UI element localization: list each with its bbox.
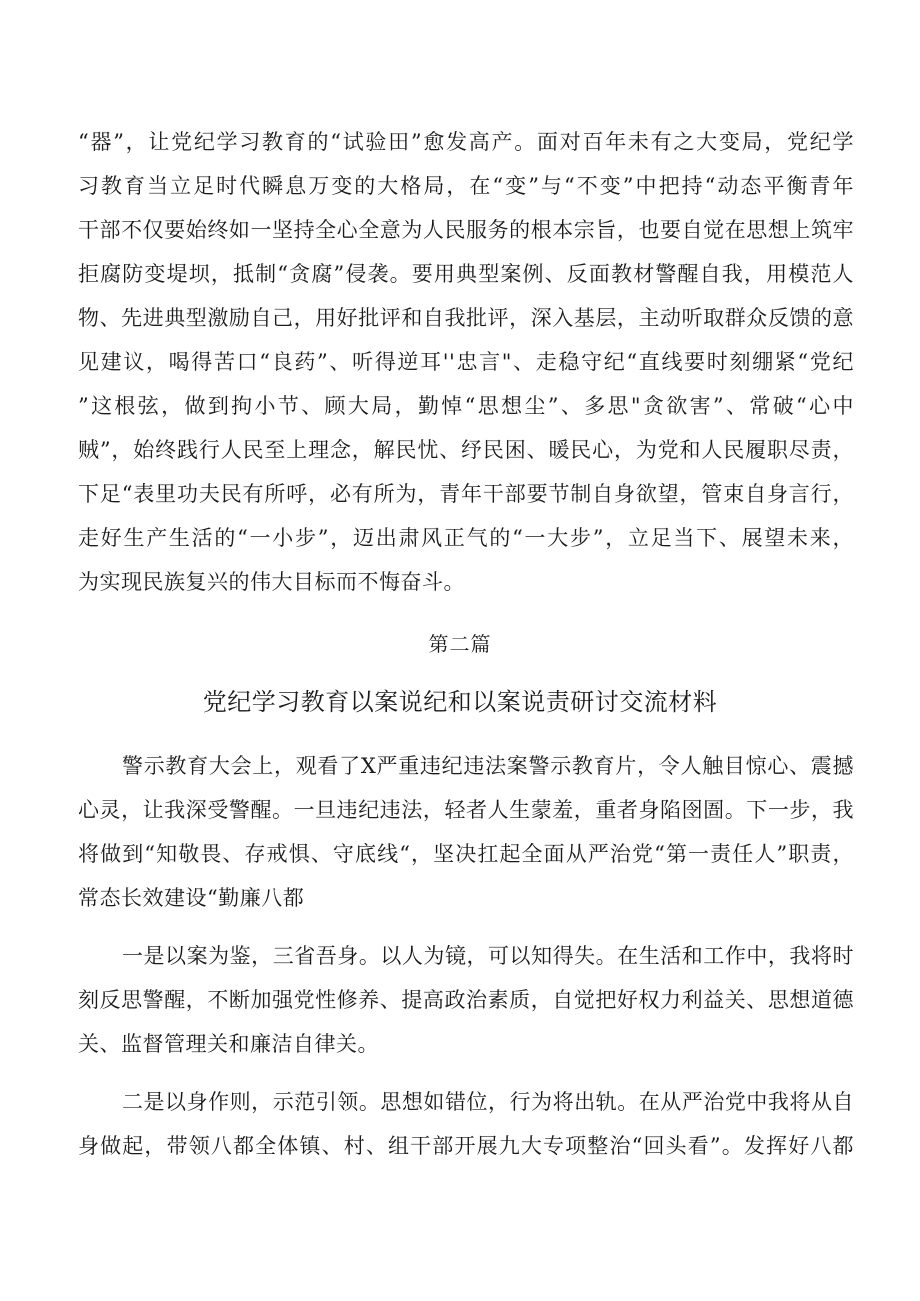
- paragraph-line: 常态长效建设“勤廉八都: [78, 886, 305, 910]
- paragraph-line: 习教育当立足时代瞬息万变的大格局，在“变”与“不变”中把持“动态平衡青年: [78, 174, 854, 198]
- paragraph-line: 警示教育大会上，观看了X严重违纪违法案警示教育片，令人触目惊心、震撼: [122, 754, 854, 778]
- paragraph-line: ”这根弦，做到拘小节、顾大局，勤悼“思想尘”、多思"贪欲害”、常破“心中: [78, 394, 854, 418]
- paragraph-line: 贼”，始终践行人民至上理念，解民忧、纾民困、暖民心，为党和人民履职尽责，: [78, 438, 854, 462]
- paragraph-line: 走好生产生活的“一小步”，迈出肃风正气的“一大步”，立足当下、展望未来，: [78, 526, 854, 550]
- paragraph-line: 二是以身作则，示范引领。思想如错位，行为将出轨。在从严治党中我将从自: [122, 1090, 854, 1114]
- paragraph-line: 物、先进典型激励自己，用好批评和自我批评，深入基层，主动听取群众反馈的意: [78, 306, 854, 330]
- paragraph-line: 为实现民族复兴的伟大目标而不悔奋斗。: [78, 570, 465, 594]
- paragraph-line: 关、监督管理关和廉洁自律关。: [78, 1032, 379, 1056]
- paragraph-line: “器”，让党纪学习教育的“试验田”愈发高产。面对百年未有之大变局，党纪学: [78, 130, 854, 154]
- paragraph-line: 下足“表里功夫民有所呼，必有所为，青年干部要节制自身欲望，管束自身言行，: [78, 482, 854, 506]
- paragraph-line: 心灵，让我深受警醒。一旦违纪违法，轻者人生蒙羞，重者身陷囹圄。下一步，我: [78, 798, 854, 822]
- paragraph-line: 拒腐防变堤坝，抵制“贪腐”侵袭。要用典型案例、反面教材警醒自我，用模范人: [78, 262, 854, 286]
- section-label: 第二篇: [428, 632, 492, 656]
- paragraph-line: 见建议，喝得苦口“良药”、听得逆耳''忠言"、走稳守纪“直线要时刻绷紧“党纪: [78, 350, 854, 374]
- paragraph-line: 身做起，带领八都全体镇、村、组干部开展九大专项整治“回头看”。发挥好八都: [78, 1134, 854, 1158]
- paragraph-line: 一是以案为鉴，三省吾身。以人为镜，可以知得失。在生活和工作中，我将时: [122, 944, 854, 968]
- paragraph-line: 刻反思警醒，不断加强党性修养、提高政治素质，自觉把好权力利益关、思想道德: [78, 988, 854, 1012]
- section-title: 党纪学习教育以案说纪和以案说责研讨交流材料: [202, 688, 718, 716]
- paragraph-line: 干部不仅要始终如一坚持全心全意为人民服务的根本宗旨，也要自觉在思想上筑牢: [78, 218, 854, 242]
- paragraph-line: 将做到“知敬畏、存戒惧、守底线“，坚决扛起全面从严治党“第一责任人”职责，: [78, 842, 854, 866]
